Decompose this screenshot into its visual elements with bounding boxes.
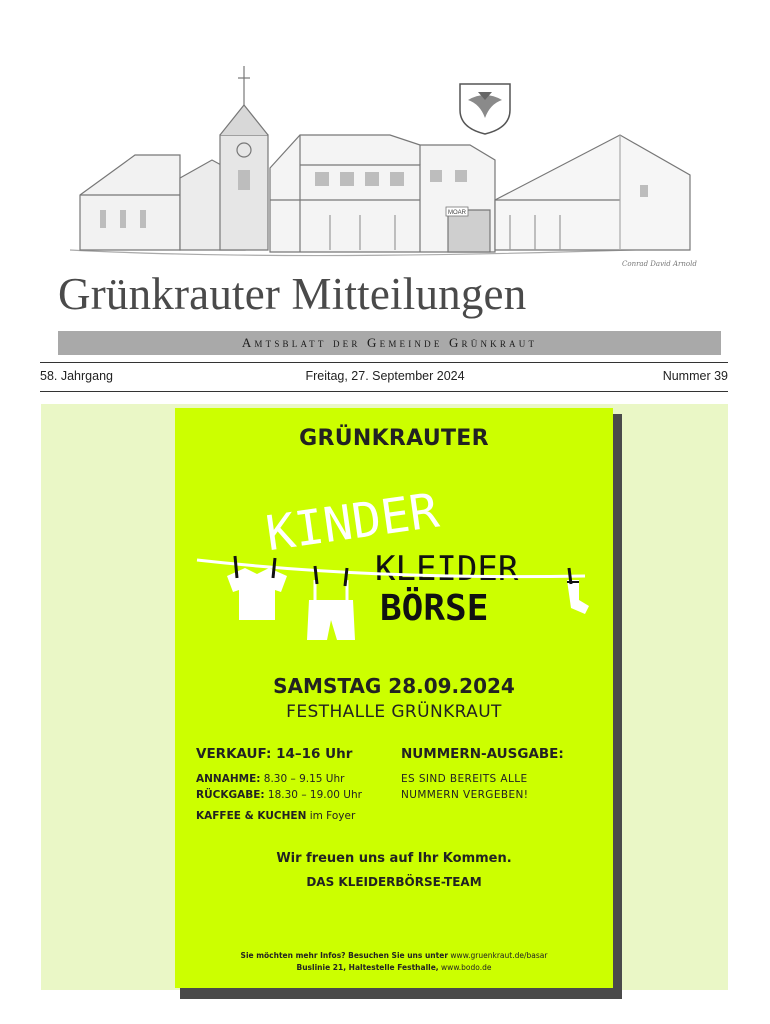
- bus-url-link[interactable]: www.bodo.de: [441, 963, 492, 972]
- return-time: 18.30 – 19.00 Uhr: [267, 789, 362, 801]
- poster-artwork: [175, 408, 613, 668]
- sign-text: MOAR: [448, 210, 466, 216]
- info-prefix: Sie möchten mehr Infos? Besuchen Sie uns unter: [240, 951, 449, 960]
- intake-line: [196, 773, 344, 785]
- poster-word-kleider: KLEIDER: [375, 549, 519, 589]
- numbers-line-2: NUMMERN VERGEBEN!: [401, 789, 529, 801]
- poster-word-kinder: KINDER: [262, 482, 443, 563]
- issue-number: Nummer 39: [662, 369, 728, 383]
- divider-top: [40, 362, 728, 363]
- event-venue: FESTHALLE GRÜNKRAUT: [286, 702, 502, 722]
- event-poster: [175, 408, 613, 988]
- intake-label: ANNAHME:: [196, 773, 261, 785]
- numbers-heading: NUMMERN-AUSGABE:: [401, 746, 564, 762]
- masthead-illustration: [0, 0, 770, 290]
- volume-label: 58. Jahrgang: [40, 369, 113, 383]
- cafe-line: [196, 810, 355, 822]
- return-label: RÜCKGABE:: [196, 789, 265, 801]
- bus-line: [175, 963, 613, 972]
- poster-heading: GRÜNKRAUTER: [299, 426, 489, 451]
- poster-word-boerse: BÖRSE: [380, 588, 489, 629]
- coat-of-arms-icon: [460, 84, 510, 134]
- cafe-label: KAFFEE & KUCHEN: [196, 810, 307, 822]
- bus-text: Buslinie 21, Haltestelle Festhalle,: [296, 963, 439, 972]
- numbers-line-1: ES SIND BEREITS ALLE: [401, 773, 528, 785]
- newspaper-title: Grünkrauter Mitteilungen: [58, 269, 527, 319]
- welcome-text: Wir freuen uns auf Ihr Kommen.: [276, 851, 512, 866]
- newspaper-subtitle: Amtsblatt der Gemeinde Grünkraut: [241, 335, 538, 350]
- cafe-where: im Foyer: [309, 810, 356, 822]
- village-sketch: [0, 0, 770, 290]
- divider-bottom: [40, 391, 728, 392]
- event-date: SAMSTAG 28.09.2024: [273, 674, 515, 698]
- info-line: [175, 951, 613, 960]
- team-name: DAS KLEIDERBÖRSE-TEAM: [306, 875, 482, 889]
- return-line: [196, 789, 362, 801]
- info-url-link[interactable]: www.gruenkraut.de/basar: [450, 951, 548, 960]
- sketch-signature: Conrad David Arnold: [622, 260, 697, 268]
- sale-heading: VERKAUF: 14–16 Uhr: [196, 746, 353, 762]
- shorts-icon: [307, 566, 355, 640]
- intake-time: 8.30 – 9.15 Uhr: [263, 773, 345, 785]
- issue-date: Freitag, 27. September 2024: [305, 369, 465, 383]
